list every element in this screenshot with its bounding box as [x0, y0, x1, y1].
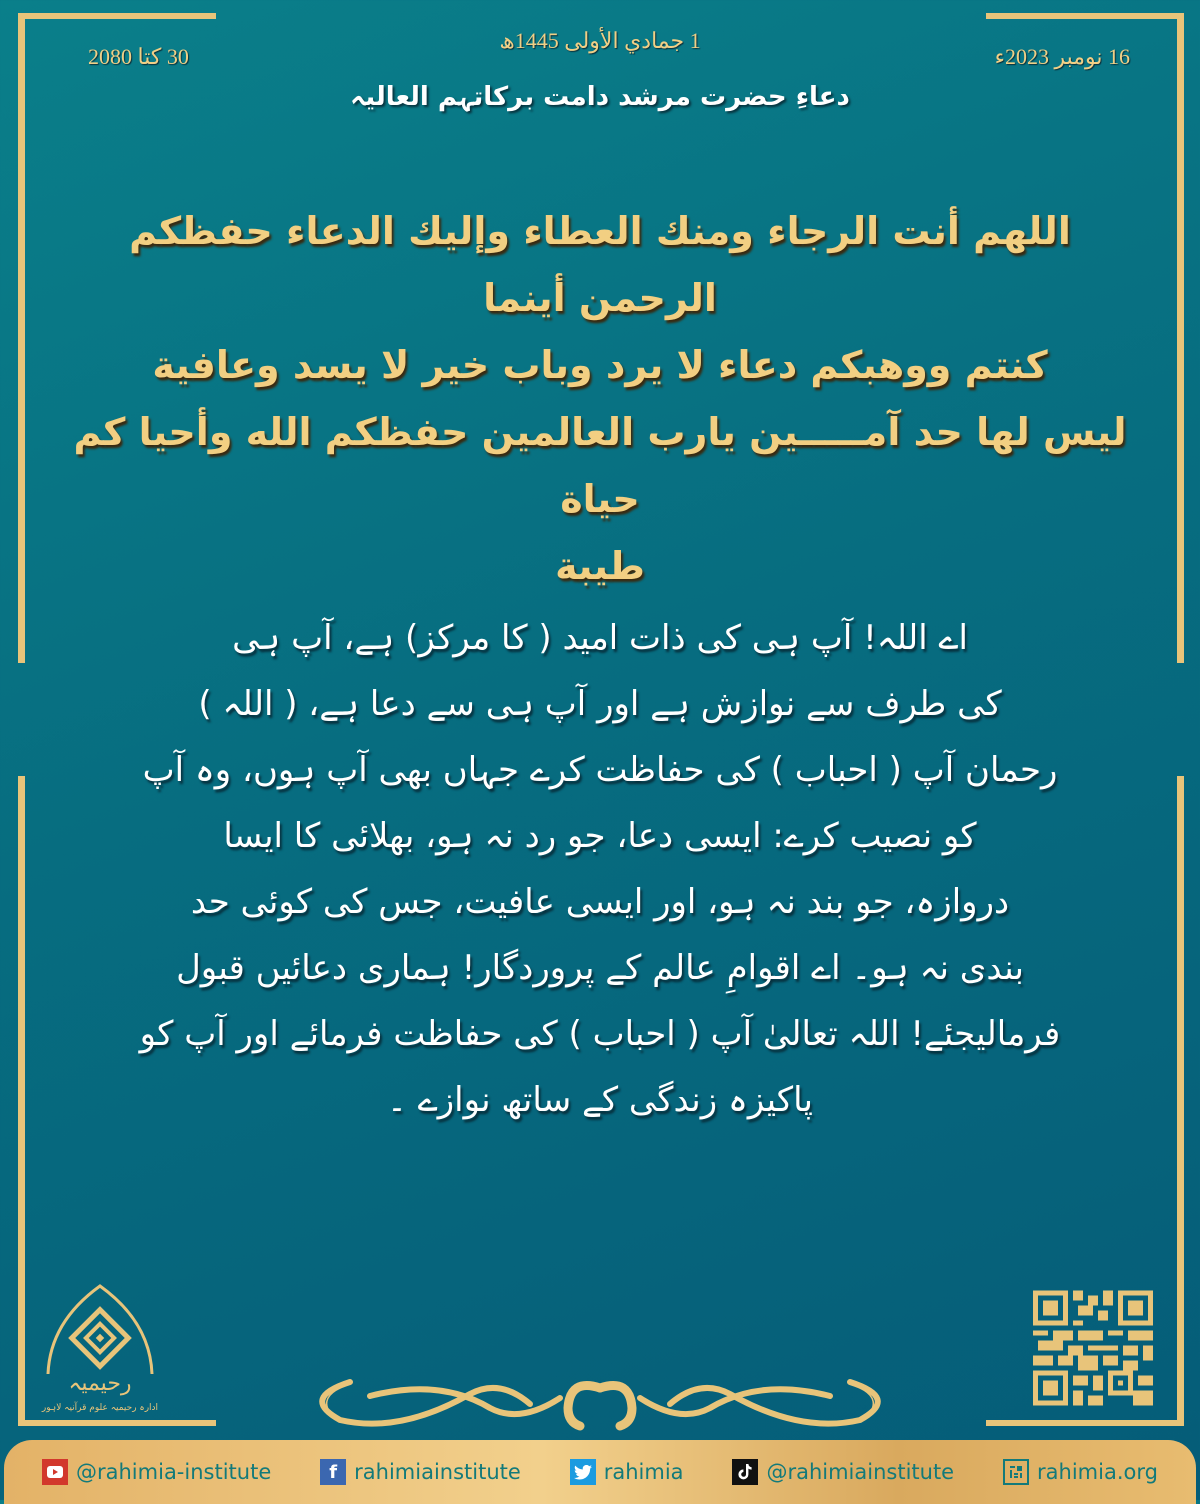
logo-name: رحیمیہ — [68, 1371, 132, 1396]
hijri-date: 1 جمادي الأولى 1445ھ — [499, 28, 701, 53]
rahimia-logo — [40, 1282, 160, 1442]
frame-top-left-horizontal — [18, 13, 216, 19]
twitter-handle: rahimia — [603, 1460, 684, 1484]
frame-bottom-right-horizontal — [986, 1420, 1184, 1426]
facebook-handle: rahimiainstitute — [354, 1460, 521, 1484]
logo-subtitle: ادارہ رحیمیہ علوم قرآنیہ لاہور — [41, 1403, 159, 1413]
website-link[interactable] — [1003, 1459, 1158, 1485]
arabic-dua-line: طيبة — [555, 544, 645, 588]
twitter-icon — [570, 1459, 596, 1485]
urdu-translation — [120, 605, 1080, 1133]
social-footer — [4, 1440, 1196, 1504]
youtube-icon — [42, 1459, 68, 1485]
twitter-link[interactable] — [570, 1459, 684, 1485]
tiktok-icon — [732, 1459, 758, 1485]
youtube-link[interactable] — [42, 1459, 271, 1485]
qr-code[interactable] — [1033, 1290, 1153, 1406]
rahimia-logo-icon — [40, 1282, 160, 1442]
arabic-dua-line: كنتم ووهبكم دعاء لا يرد وباب خير لا يسد وعافية — [152, 343, 1048, 387]
website-handle: rahimia.org — [1037, 1460, 1158, 1484]
youtube-handle: @rahimia-institute — [76, 1460, 272, 1484]
urdu-line: پاکیزہ زندگی کے ساتھ نوازے ۔ — [387, 1080, 813, 1120]
gregorian-date: 16 نومبر 2023ء — [994, 44, 1130, 69]
website-icon — [1003, 1459, 1029, 1485]
frame-bottom-left-vertical — [18, 776, 25, 1426]
arabic-dua — [70, 198, 1130, 600]
facebook-icon: f — [320, 1459, 346, 1485]
urdu-line: اے اللہ! آپ ہی کی ذات امید ( کا مرکز) ہے، آپ ہی — [232, 618, 968, 658]
bikrami-date: 30 کتا 2080 — [88, 44, 189, 69]
facebook-link[interactable] — [320, 1459, 521, 1485]
frame-bottom-right-vertical — [1177, 776, 1184, 1426]
qr-code-icon — [1033, 1290, 1153, 1406]
page-title: دعاءِ حضرت مرشد دامت برکاتہم العالیہ — [350, 82, 850, 112]
urdu-line: دروازہ، جو بند نہ ہو، اور ایسی عافیت، جس کی کوئی حد — [190, 882, 1010, 922]
arabic-dua-line: اللهم أنت الرجاء ومنك العطاء وإليك الدعاء حفظكم الرحمن أينما — [129, 209, 1071, 320]
urdu-line: کی طرف سے نوازش ہے اور آپ ہی سے دعا ہے، ( اللہ ) — [198, 684, 1002, 724]
urdu-line: رحمان آپ ( احباب ) کی حفاظت کرے جہاں بھی آپ ہوں، وہ آپ — [142, 750, 1058, 790]
urdu-line: کو نصیب کرے: ایسی دعا، جو رد نہ ہو، بھلائی کا ایسا — [223, 816, 977, 856]
frame-top-right-horizontal — [986, 13, 1184, 19]
decorative-flourish — [300, 1368, 900, 1432]
tiktok-link[interactable] — [732, 1459, 954, 1485]
urdu-line: بندی نہ ہو۔ اے اقوامِ عالم کے پروردگار! ہماری دعائیں قبول — [176, 948, 1024, 988]
tiktok-handle: @rahimiainstitute — [766, 1460, 955, 1484]
flourish-icon — [300, 1368, 900, 1432]
urdu-line: فرمالیجئے! اللہ تعالیٰ آپ ( احباب ) کی حفاظت فرمائے اور آپ کو — [139, 1014, 1061, 1054]
arabic-dua-line: ليس لها حد آمـــــين يارب العالمين حفظكم الله وأحيا كم حياة — [73, 410, 1127, 521]
